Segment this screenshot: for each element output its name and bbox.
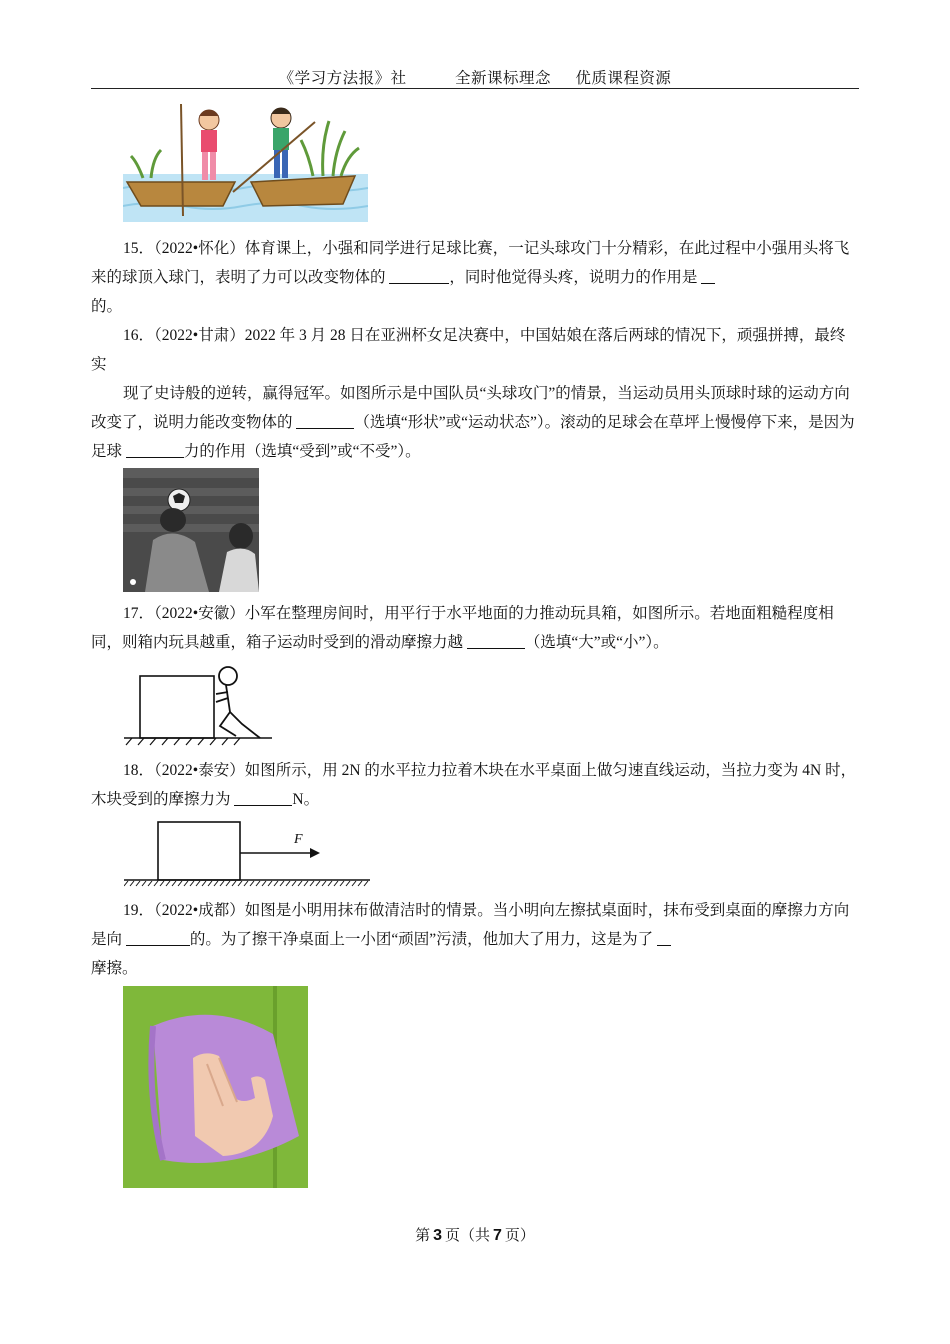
q15-number: 15．	[123, 240, 155, 257]
footer-middle: 页（共	[444, 1228, 490, 1244]
q15-text-2: ，同时他觉得头疼，说明力的作用是	[449, 269, 702, 286]
q19-text-2: 的。为了擦干净桌面上一小团“顽固”污渍，他加大了用力，这是为了	[189, 931, 658, 948]
header-slogan-2: 优质课程资源	[575, 70, 672, 87]
q19-number: 19．	[123, 902, 155, 919]
page-header	[91, 66, 859, 89]
footer-suffix: 页）	[504, 1228, 535, 1244]
q17-blank[interactable]	[467, 630, 525, 649]
q17-number: 17．	[123, 605, 155, 622]
q16-text-3: （选填“形状”或“运动状态”）。滚动的足球会在草坪上慢慢停下来，是因为足球	[91, 414, 855, 460]
q15-text-3: 的。	[91, 298, 123, 315]
q19-blank-1[interactable]	[126, 927, 190, 946]
page-footer	[0, 1224, 950, 1245]
footer-page-number: 3	[433, 1227, 442, 1244]
q18-blank[interactable]	[234, 787, 292, 806]
footer-total-pages: 7	[493, 1227, 502, 1244]
q17-text-1: 小军在整理房间时，用平行于水平地面的力推动玩具箱，如图所示。若地面粗糙程度相同，则箱内玩具越重，箱子运动时受到的滑动摩擦力越	[91, 605, 834, 651]
q16-blank-2[interactable]	[126, 439, 184, 458]
q16-blank-1[interactable]	[296, 410, 354, 429]
question-18	[91, 756, 859, 814]
pushing-box-diagram	[124, 662, 274, 746]
q18-number: 18．	[123, 762, 155, 779]
footer-prefix: 第	[415, 1228, 431, 1244]
q17-text-2: （选填“大”或“小”）。	[524, 634, 669, 651]
header-title: 《学习方法报》社	[278, 70, 407, 87]
q19-text-3: 摩擦。	[91, 960, 138, 977]
q16-text-2: 现了史诗般的逆转，赢得冠军。如图所示是中国队员“头球攻门”的情景，当运动员用头顶球时球的运动方向改变了，说明力能改变物体的	[91, 385, 850, 431]
q16-text-4: 力的作用（选填“受到”或“不受”）。	[183, 443, 421, 460]
q19-source: （2022•成都）	[154, 902, 245, 919]
header-slogan-1: 全新课标理念	[454, 70, 551, 87]
boats-illustration	[123, 96, 368, 222]
q15-blank-1[interactable]	[389, 265, 449, 284]
force-label: F	[294, 832, 303, 847]
q16-number: 16．	[123, 327, 155, 344]
q16-text-1: 2022 年 3 月 28 日在亚洲杯女足决赛中，中国姑娘在落后两球的情况下，顽强拼搏，最终实	[91, 327, 846, 373]
question-17	[91, 599, 859, 657]
q19-text-1: 如图是小明用抹布做清洁时的情景。当小明向左擦拭桌面时，抹布受到桌面的摩擦力方向是向	[91, 902, 850, 948]
q16-source: （2022•甘肃）	[154, 327, 245, 344]
question-19	[91, 896, 859, 983]
question-16	[91, 321, 859, 466]
q15-source: （2022•怀化）	[154, 240, 245, 257]
q15-blank-2[interactable]	[701, 265, 715, 284]
q19-blank-2[interactable]	[657, 927, 671, 946]
q15-text-1: 体育课上，小强和同学进行足球比赛，一记头球攻门十分精彩，在此过程中小强用头将飞来的球顶入球门，表明了力可以改变物体的	[91, 240, 850, 286]
question-15	[91, 234, 859, 321]
q17-source: （2022•安徽）	[154, 605, 245, 622]
block-force-diagram	[124, 820, 372, 888]
football-header-photo	[123, 468, 259, 592]
q18-text-2: N。	[292, 791, 320, 808]
q18-source: （2022•泰安）	[154, 762, 245, 779]
q18-text-1: 如图所示，用 2N 的水平拉力拉着木块在水平桌面上做匀速直线运动，当拉力变为 4N 时，木块受到的摩擦力为	[91, 762, 857, 808]
cloth-cleaning-photo	[123, 986, 308, 1188]
